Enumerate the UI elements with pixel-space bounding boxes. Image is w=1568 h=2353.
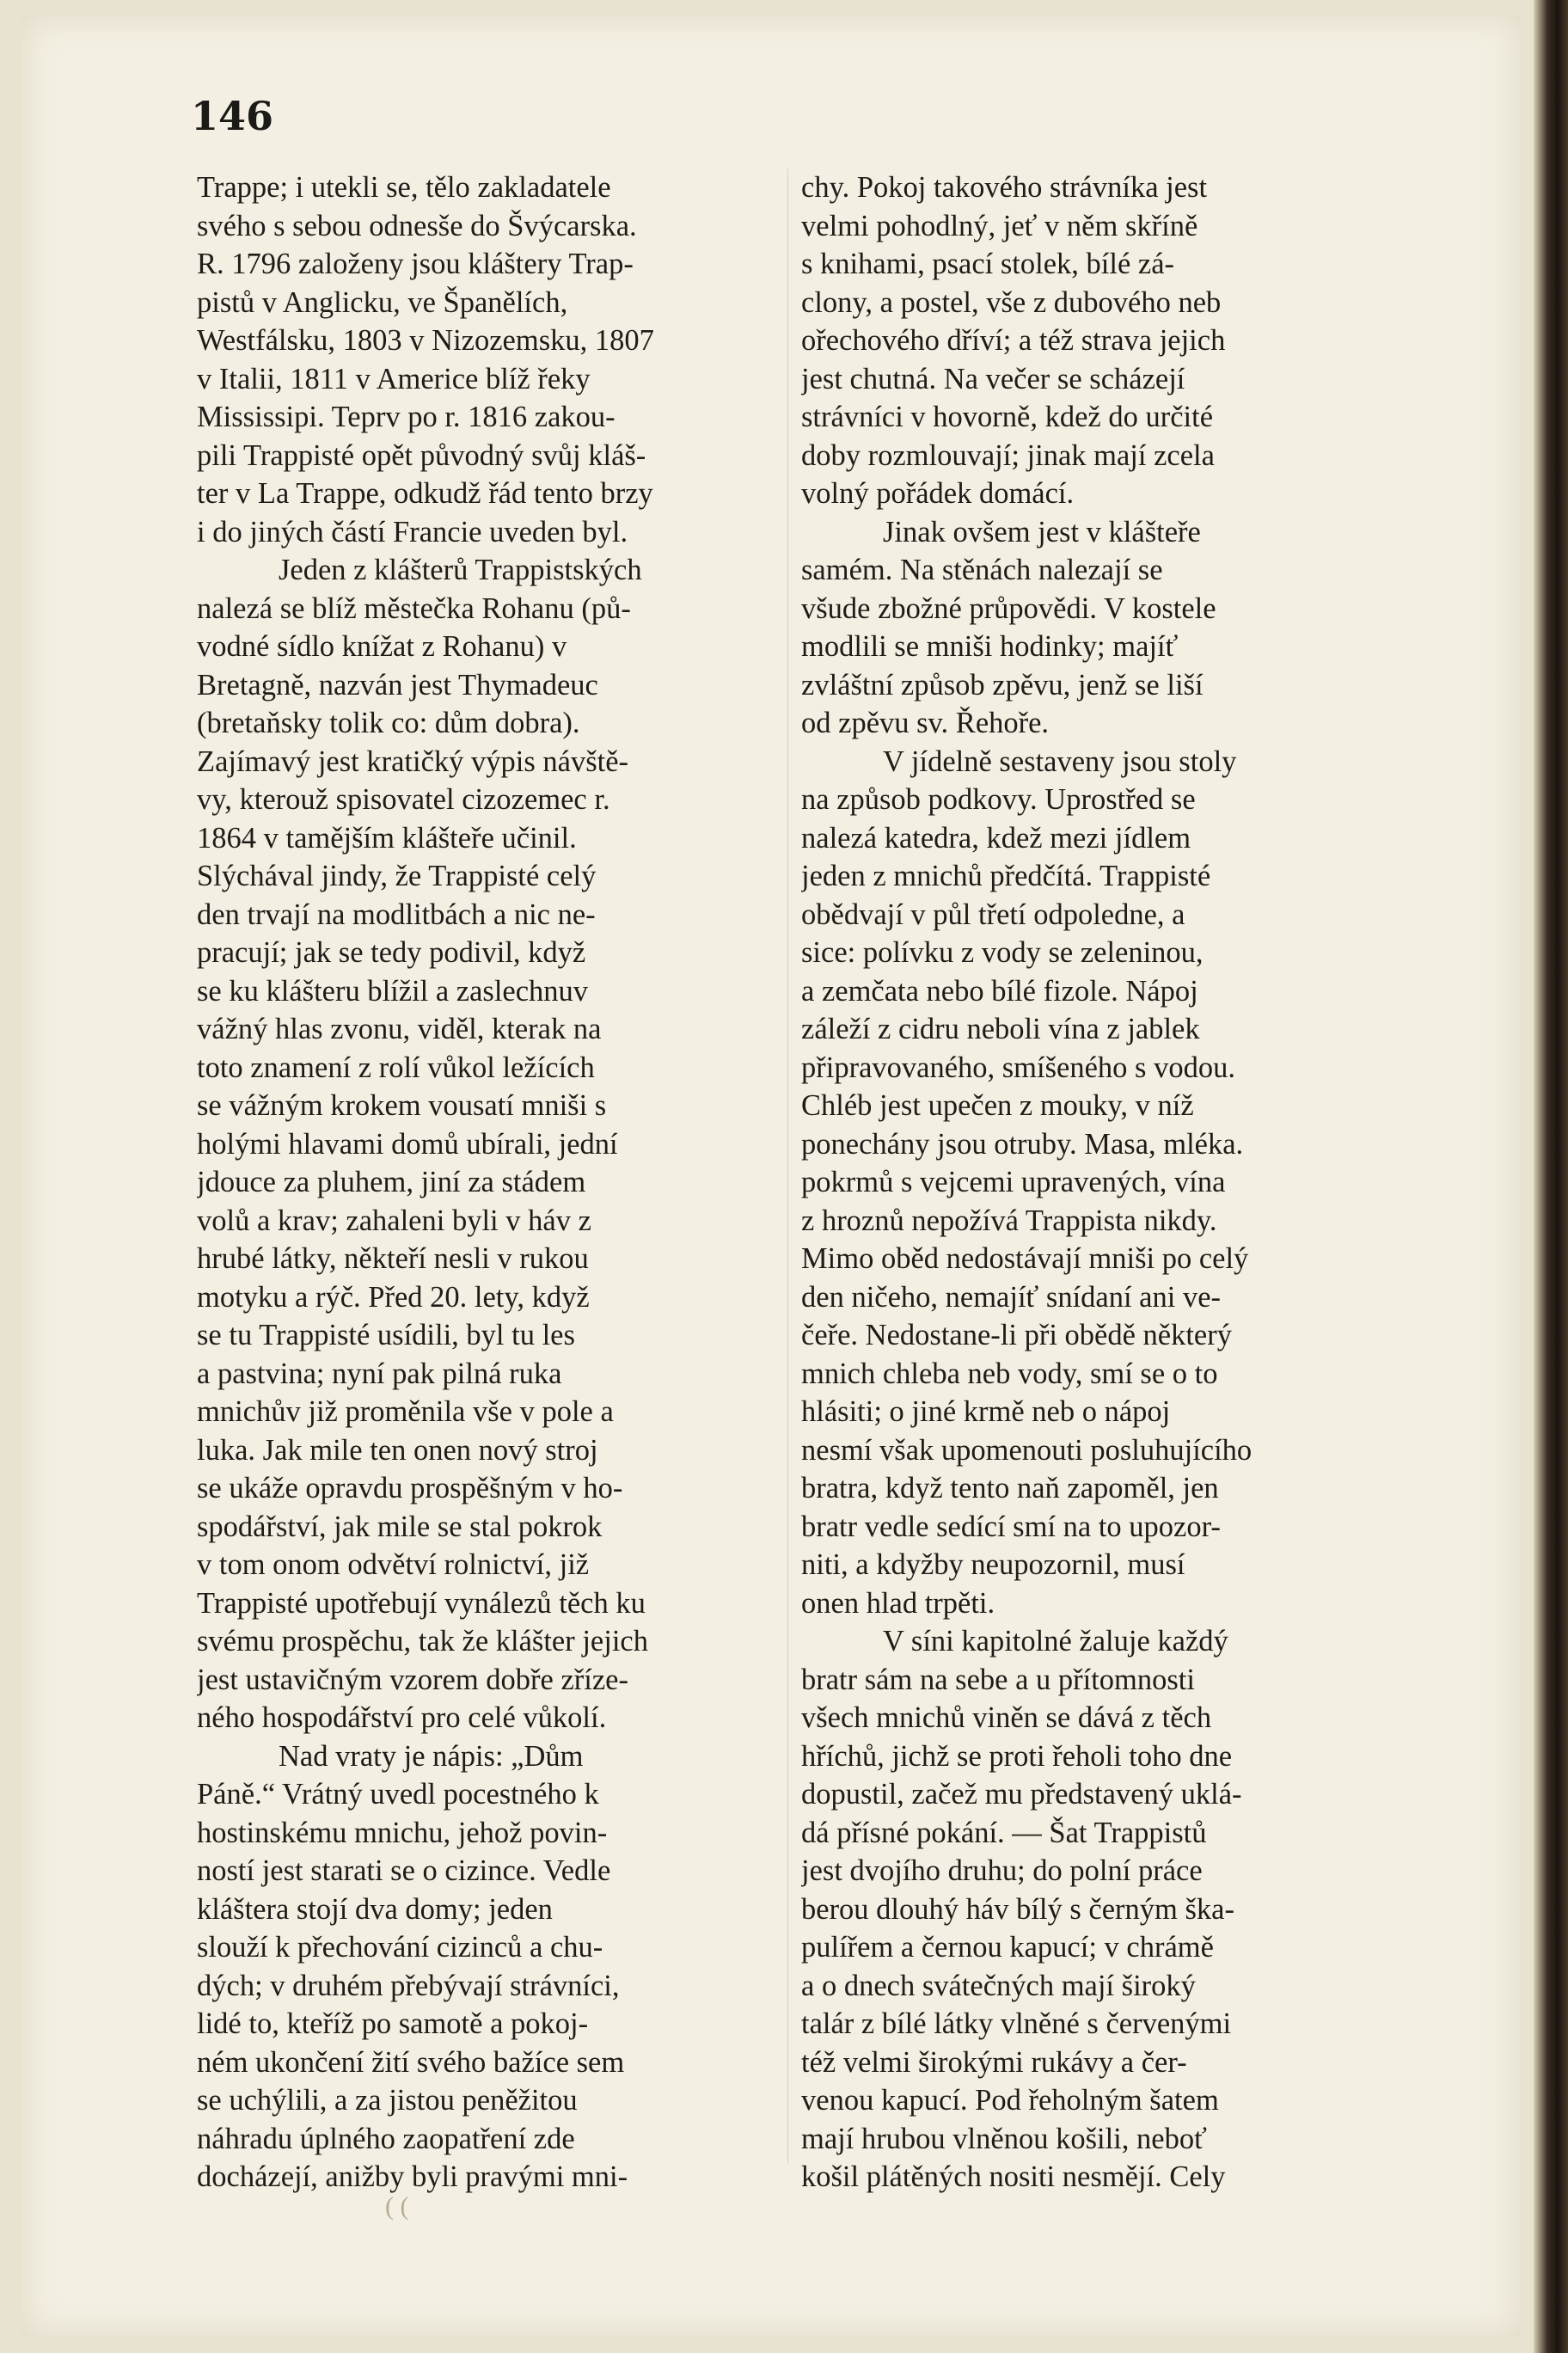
text-line: Jeden z klášterů Trappistských — [279, 554, 642, 586]
text-line: nalezá katedra, kdež mezi jídlem — [801, 821, 1191, 855]
text-line: mnichův již proměnila vše v pole a — [197, 1395, 614, 1428]
text-line: Trappe; i utekli se, tělo zakladatele — [197, 171, 611, 204]
text-line: a pastvina; nyní pak pilná ruka — [197, 1357, 562, 1390]
text-line: sice: polívku z vody se zeleninou, — [801, 936, 1204, 969]
text-line: strávníci v hovorně, kdež do určité — [801, 401, 1214, 433]
text-line: ného hospodářství pro celé vůkolí. — [197, 1701, 607, 1734]
text-line: mnich chleba neb vody, smí se o to — [801, 1357, 1218, 1390]
text-line: pili Trappisté opět původný svůj kláš- — [197, 438, 646, 472]
text-line: Zajímavý jest kratičký výpis návště- — [197, 745, 629, 778]
text-line: hrubé látky, někteří nesli v rukou — [197, 1242, 589, 1275]
right-text-column — [801, 169, 1395, 2197]
text-line: dých; v druhém přebývají strávníci, — [197, 1969, 620, 2002]
text-line: hříchů, jichž se proti řeholi toho dne — [801, 1739, 1233, 1773]
text-line: svému prospěchu, tak že klášter jejich — [197, 1625, 648, 1658]
text-line: se tu Trappisté usídili, byl tu les — [197, 1319, 575, 1351]
text-line: svého s sebou odnesše do Švýcarska. — [197, 209, 637, 242]
text-line: clony, a postel, vše z dubového neb — [801, 285, 1222, 319]
text-line: Mississipi. Teprv po r. 1816 zakou- — [197, 401, 616, 433]
text-line: den trvají na modlitbách a nic ne- — [197, 898, 596, 931]
text-line: berou dlouhý háv bílý s černým ška- — [801, 1892, 1234, 1926]
text-line: zvláštní způsob zpěvu, jenž se liší — [801, 668, 1204, 702]
text-line: volný pořádek domácí. — [801, 477, 1075, 510]
text-line: jdouce za pluhem, jiní za stádem — [197, 1166, 586, 1198]
text-line: pracují; jak se tedy podivil, když — [197, 936, 586, 969]
book-binding-edge — [1534, 0, 1568, 2353]
text-line: ořechového dříví; a též strava jejich — [801, 324, 1226, 357]
text-line: v tom onom odvětví rolnictví, již — [197, 1548, 590, 1581]
text-line: ter v La Trappe, odkudž řád tento brzy — [197, 477, 653, 510]
text-line: venou kapucí. Pod řeholným šatem — [801, 2084, 1219, 2117]
text-line: Bretagně, nazván jest Thymadeuc — [197, 668, 598, 702]
text-line: pokrmů s vejcemi upravených, vína — [801, 1166, 1226, 1198]
text-line: doby rozmlouvají; jinak mají zcela — [801, 438, 1215, 472]
text-line: vážný hlas zvonu, viděl, kterak na — [197, 1013, 602, 1045]
text-line: též velmi širokými rukávy a čer- — [801, 2045, 1187, 2079]
text-line: dá přísné pokání. — Šat Trappistů — [801, 1816, 1207, 1849]
text-line: náhradu úplného zaopatření zde — [197, 2122, 575, 2155]
text-line: ponechány jsou otruby. Masa, mléka. — [801, 1127, 1244, 1161]
text-line: volů a krav; zahaleni byli v háv z — [197, 1204, 591, 1237]
text-line: pulířem a černou kapucí; v chrámě — [801, 1931, 1214, 1964]
page-number: 146 — [191, 93, 274, 139]
text-line: velmi pohodlný, jeť v něm skříně — [801, 209, 1198, 242]
text-line: se ku klášteru blížil a zaslechnuv — [197, 974, 589, 1008]
text-line: v Italii, 1811 v Americe blíž řeky — [197, 362, 591, 395]
text-line: toto znamení z rolí vůkol ležících — [197, 1051, 595, 1084]
text-line: Nad vraty je nápis: „Dům — [279, 1739, 584, 1773]
text-line: čeře. Nedostane-li při obědě některý — [801, 1319, 1232, 1351]
text-line: onen hlad trpěti. — [801, 1586, 995, 1620]
text-line: Slýchával jindy, že Trappisté celý — [197, 860, 597, 892]
text-line: jest ustavičným vzorem dobře zříze- — [197, 1663, 628, 1696]
text-line: se ukáže opravdu prospěšným v ho- — [197, 1472, 623, 1504]
text-line: luka. Jak mile ten onen nový stroj — [197, 1433, 598, 1467]
text-line: talár z bílé látky vlněné s červenými — [801, 2007, 1232, 2040]
text-line: záleží z cidru neboli vína z jablek — [801, 1013, 1200, 1045]
text-line: ném ukončení žití svého bažíce sem — [197, 2045, 625, 2079]
text-line: Trappisté upotřebují vynálezů těch ku — [197, 1586, 646, 1620]
text-line: motyku a rýč. Před 20. lety, když — [197, 1280, 590, 1314]
text-line: hlásiti; o jiné krmě neb o nápoj — [801, 1395, 1171, 1428]
text-line: holými hlavami domů ubírali, jední — [197, 1127, 618, 1161]
text-line: a o dnech svátečných mají široký — [801, 1969, 1196, 2002]
text-line: jeden z mnichů předčítá. Trappisté — [801, 860, 1211, 892]
text-line: Jinak ovšem jest v klášteře — [883, 515, 1201, 548]
text-line: se vážným krokem vousatí mniši s — [197, 1089, 607, 1122]
text-line: košil plátěných nositi nesmějí. Cely — [801, 2160, 1226, 2193]
text-line: hostinskému mnichu, jehož povin- — [197, 1816, 608, 1849]
text-line: lidé to, kteříž po samotě a pokoj- — [197, 2007, 589, 2040]
text-line: vodné sídlo knížat z Rohanu) v — [197, 630, 567, 663]
text-line: se uchýlili, a za jistou peněžitou — [197, 2084, 578, 2117]
text-line: nesmí však upomenouti posluhujícího — [801, 1433, 1253, 1467]
text-line: mají hrubou vlněnou košili, neboť — [801, 2122, 1207, 2155]
text-line: Páně.“ Vrátný uvedl pocestného k — [197, 1778, 599, 1811]
footer-mark: ( ( — [385, 2192, 409, 2221]
text-line: V jídelně sestaveny jsou stoly — [883, 745, 1237, 778]
text-line: z hroznů nepožívá Trappista nikdy. — [801, 1204, 1217, 1237]
text-line: Westfálsku, 1803 v Nizozemsku, 1807 — [197, 324, 654, 357]
text-line: spodářství, jak mile se stal pokrok — [197, 1510, 603, 1543]
text-line: samém. Na stěnách nalezají se — [801, 554, 1163, 586]
text-line: den ničeho, nemajíť snídaní ani ve- — [801, 1280, 1222, 1314]
text-line: R. 1796 založeny jsou kláštery Trap- — [197, 248, 634, 280]
text-line: vy, kterouž spisovatel cizozemec r. — [197, 783, 610, 816]
text-line: Chléb jest upečen z mouky, v níž — [801, 1089, 1194, 1122]
text-line: a zemčata nebo bílé fizole. Nápoj — [801, 974, 1198, 1008]
left-text-column — [197, 169, 778, 2197]
text-line: bratr vedle sedící smí na to upozor- — [801, 1510, 1221, 1543]
text-line: pistů v Anglicku, ve Španělích, — [197, 285, 568, 319]
text-line: obědvají v půl třetí odpoledne, a — [801, 898, 1185, 931]
text-line: dopustil, začež mu představený uklá- — [801, 1778, 1242, 1811]
text-line: i do jiných částí Francie uveden byl. — [197, 515, 628, 548]
text-line: kláštera stojí dva domy; jeden — [197, 1892, 553, 1926]
text-line: všech mnichů viněn se dává z těch — [801, 1701, 1212, 1734]
text-line: bratra, když tento naň zapoměl, jen — [801, 1472, 1219, 1504]
text-line: nalezá se blíž městečka Rohanu (pů- — [197, 591, 631, 625]
text-line: Mimo oběd nedostávají mniši po celý — [801, 1242, 1249, 1275]
text-line: všude zbožné průpovědi. V kostele — [801, 591, 1216, 625]
text-line: modlili se mniši hodinky; majíť — [801, 630, 1179, 663]
text-line: bratr sám na sebe a u přítomnosti — [801, 1663, 1195, 1696]
text-line: od zpěvu sv. Řehoře. — [801, 707, 1050, 739]
text-line: chy. Pokoj takového strávníka jest — [801, 171, 1208, 204]
text-line: slouží k přechování cizinců a chu- — [197, 1931, 603, 1964]
text-line: na způsob podkovy. Uprostřed se — [801, 783, 1196, 816]
column-divider — [787, 169, 788, 2163]
text-line: (bretaňsky tolik co: dům dobra). — [197, 707, 580, 739]
text-line: 1864 v tamějším klášteře učinil. — [197, 821, 577, 855]
text-line: ností jest starati se o cizince. Vedle — [197, 1854, 611, 1887]
text-line: s knihami, psací stolek, bílé zá- — [801, 248, 1175, 280]
text-line: niti, a kdyžby neupozornil, musí — [801, 1548, 1185, 1581]
text-line: jest chutná. Na večer se scházejí — [801, 362, 1185, 395]
text-line: V síni kapitolné žaluje každý — [883, 1625, 1228, 1658]
text-line: připravovaného, smíšeného s vodou. — [801, 1051, 1235, 1084]
text-line: docházejí, anižby byli pravými mni- — [197, 2160, 628, 2193]
text-line: jest dvojího druhu; do polní práce — [801, 1854, 1203, 1887]
